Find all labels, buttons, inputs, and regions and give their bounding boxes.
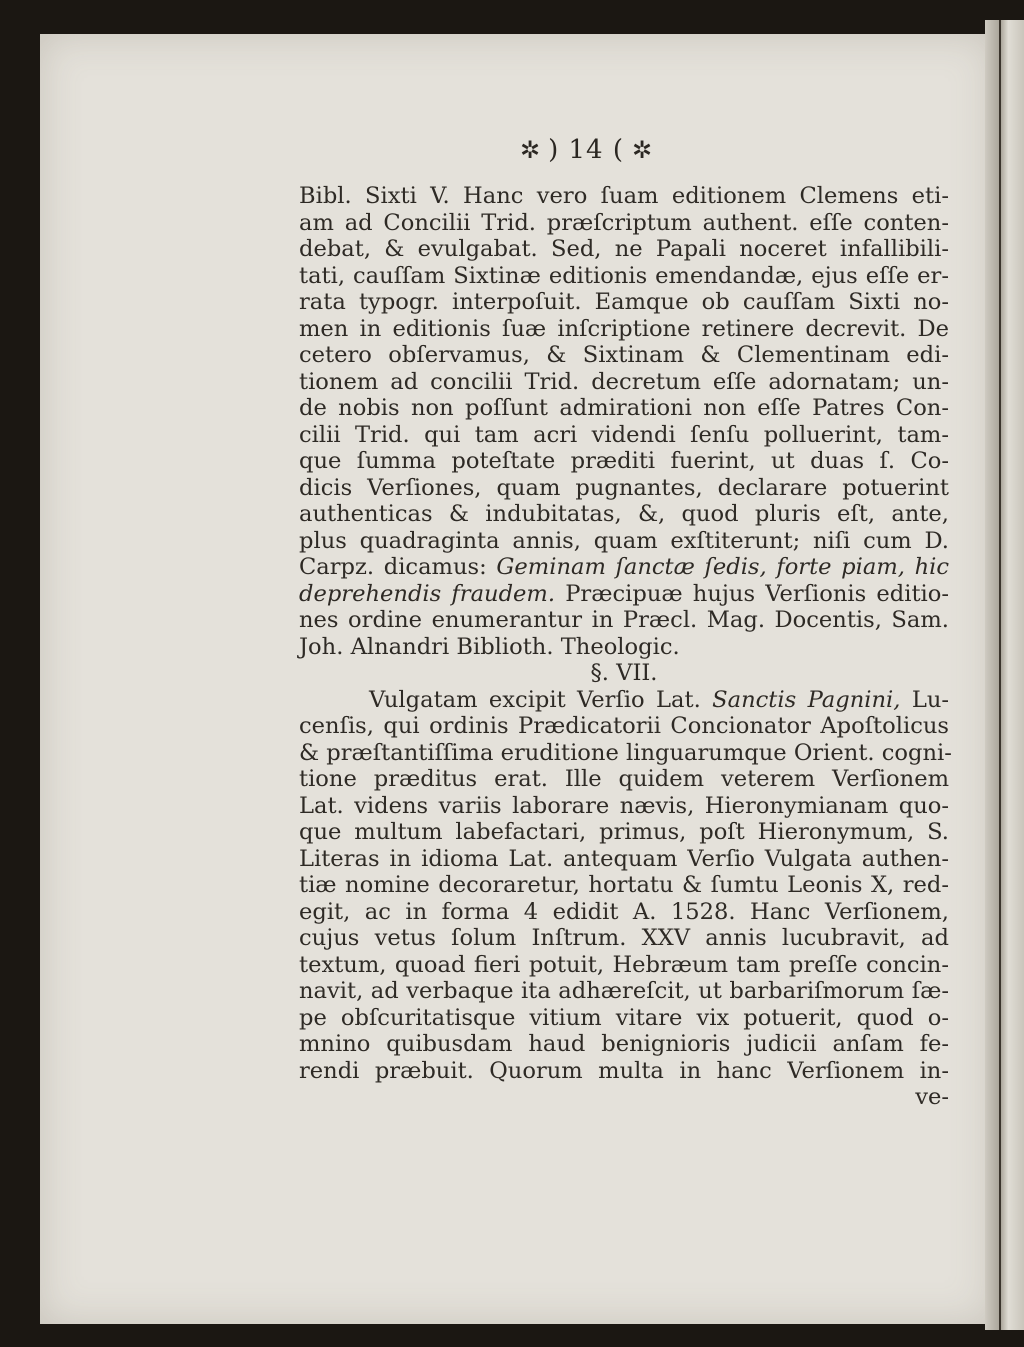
text-line: cetero obſervamus, & Sixtinam & Clementinam edi- <box>299 342 949 368</box>
text-line: & præſtantiſſima eruditione linguarumque Orient. cogni- <box>299 739 952 766</box>
star-ornament-icon: ✲ <box>632 136 653 164</box>
text-line: mnino quibusdam haud benignioris judicii anſam fe- <box>299 1031 949 1057</box>
text-line <box>299 687 949 714</box>
page-number: ) 14 ( <box>548 135 625 165</box>
text-line <box>299 554 949 581</box>
text-line: Literas in idioma Lat. antequam Verſio Vulgata authen- <box>299 845 949 872</box>
text-line: tione præditus erat. Ille quidem veterem Verſionem <box>299 766 949 792</box>
text-line: pe obſcuritatisque vitium vitare vix potuerit, quod o- <box>299 1004 949 1031</box>
page-header <box>520 132 720 168</box>
text-line: nes ordine enumerantur in Præcl. Mag. Docentis, Sam. <box>299 607 949 633</box>
text-line <box>299 581 949 608</box>
text-line: cenſis, qui ordinis Prædicatorii Concionator Apoſtolicus <box>299 713 949 739</box>
text-line: men in editionis ſuæ inſcriptione retinere decrevit. De <box>299 315 949 342</box>
text-line: dicis Verſiones, quam pugnantes, declarare potuerint <box>299 474 949 501</box>
page-gutter <box>999 20 1001 1330</box>
text-line: debat, & evulgabat. Sed, ne Papali noceret infallibili- <box>299 236 949 262</box>
page-body-text <box>299 183 952 1111</box>
text-segment: Lu- <box>900 686 950 713</box>
text-line: rendi præbuit. Quorum multa in hanc Verſionem in- <box>299 1057 949 1084</box>
text-line: Joh. Alnandri Biblioth. Theologic. <box>299 633 680 660</box>
next-page-edge <box>985 20 1024 1330</box>
text-line: rata typogr. interpoſuit. Eamque ob cauſſam Sixti no- <box>299 289 949 315</box>
italic-quotation: Geminam ſanctæ ſedis, forte piam, hic <box>496 554 950 580</box>
text-line: textum, quoad fieri potuit, Hebræum tam preſſe concin- <box>299 951 949 978</box>
text-segment: Carpz. dicamus: <box>299 554 497 580</box>
text-segment: Præcipuæ hujus Verſionis editio- <box>555 580 949 607</box>
section-heading: §. VII. <box>590 660 658 686</box>
text-line: cilii Trid. qui tam acri videndi ſenſu polluerint, tam- <box>299 421 949 448</box>
italic-quotation: deprehendis fraudem. <box>299 580 556 607</box>
text-line: que ſumma poteſtate præditi fuerint, ut duas ſ. Co- <box>299 448 949 474</box>
catchword: ve- <box>915 1084 949 1110</box>
text-line: cujus vetus ſolum Inſtrum. XXV annis lucubravit, ad <box>299 925 949 951</box>
text-line: tiæ nomine decoraretur, hortatu & ſumtu Leonis X, red- <box>299 872 949 898</box>
text-line: plus quadraginta annis, quam exſtiterunt; niſi cum D. <box>299 527 949 554</box>
text-line: authenticas & indubitatas, &, quod pluris eſt, ante, <box>299 501 949 527</box>
star-ornament-icon: ✲ <box>520 136 541 164</box>
text-line: Bibl. Sixti V. Hanc vero ſuam editionem Clemens eti- <box>299 183 949 209</box>
text-line: tionem ad concilii Trid. decretum eſſe adornatam; un- <box>299 368 949 395</box>
text-segment: Vulgatam excipit Verſio Lat. <box>369 686 713 713</box>
text-line: am ad Concilii Trid. præſcriptum authent. eſſe conten- <box>299 209 949 236</box>
text-line: egit, ac in forma 4 edidit A. 1528. Hanc Verſionem, <box>299 898 949 925</box>
text-line: tati, cauſſam Sixtinæ editionis emendandæ, ejus eſſe er- <box>299 262 949 289</box>
text-line: navit, ad verbaque ita adhæreſcit, ut barbariſmorum ſæ- <box>299 978 949 1004</box>
text-line: Lat. videns variis laborare nævis, Hieronymianam quo- <box>299 792 949 819</box>
italic-name: Sanctis Pagnini, <box>712 686 901 713</box>
text-line: de nobis non poſſunt admirationi non eſſe Patres Con- <box>299 395 949 421</box>
text-line: que multum labefactari, primus, poſt Hieronymum, S. <box>299 819 949 845</box>
